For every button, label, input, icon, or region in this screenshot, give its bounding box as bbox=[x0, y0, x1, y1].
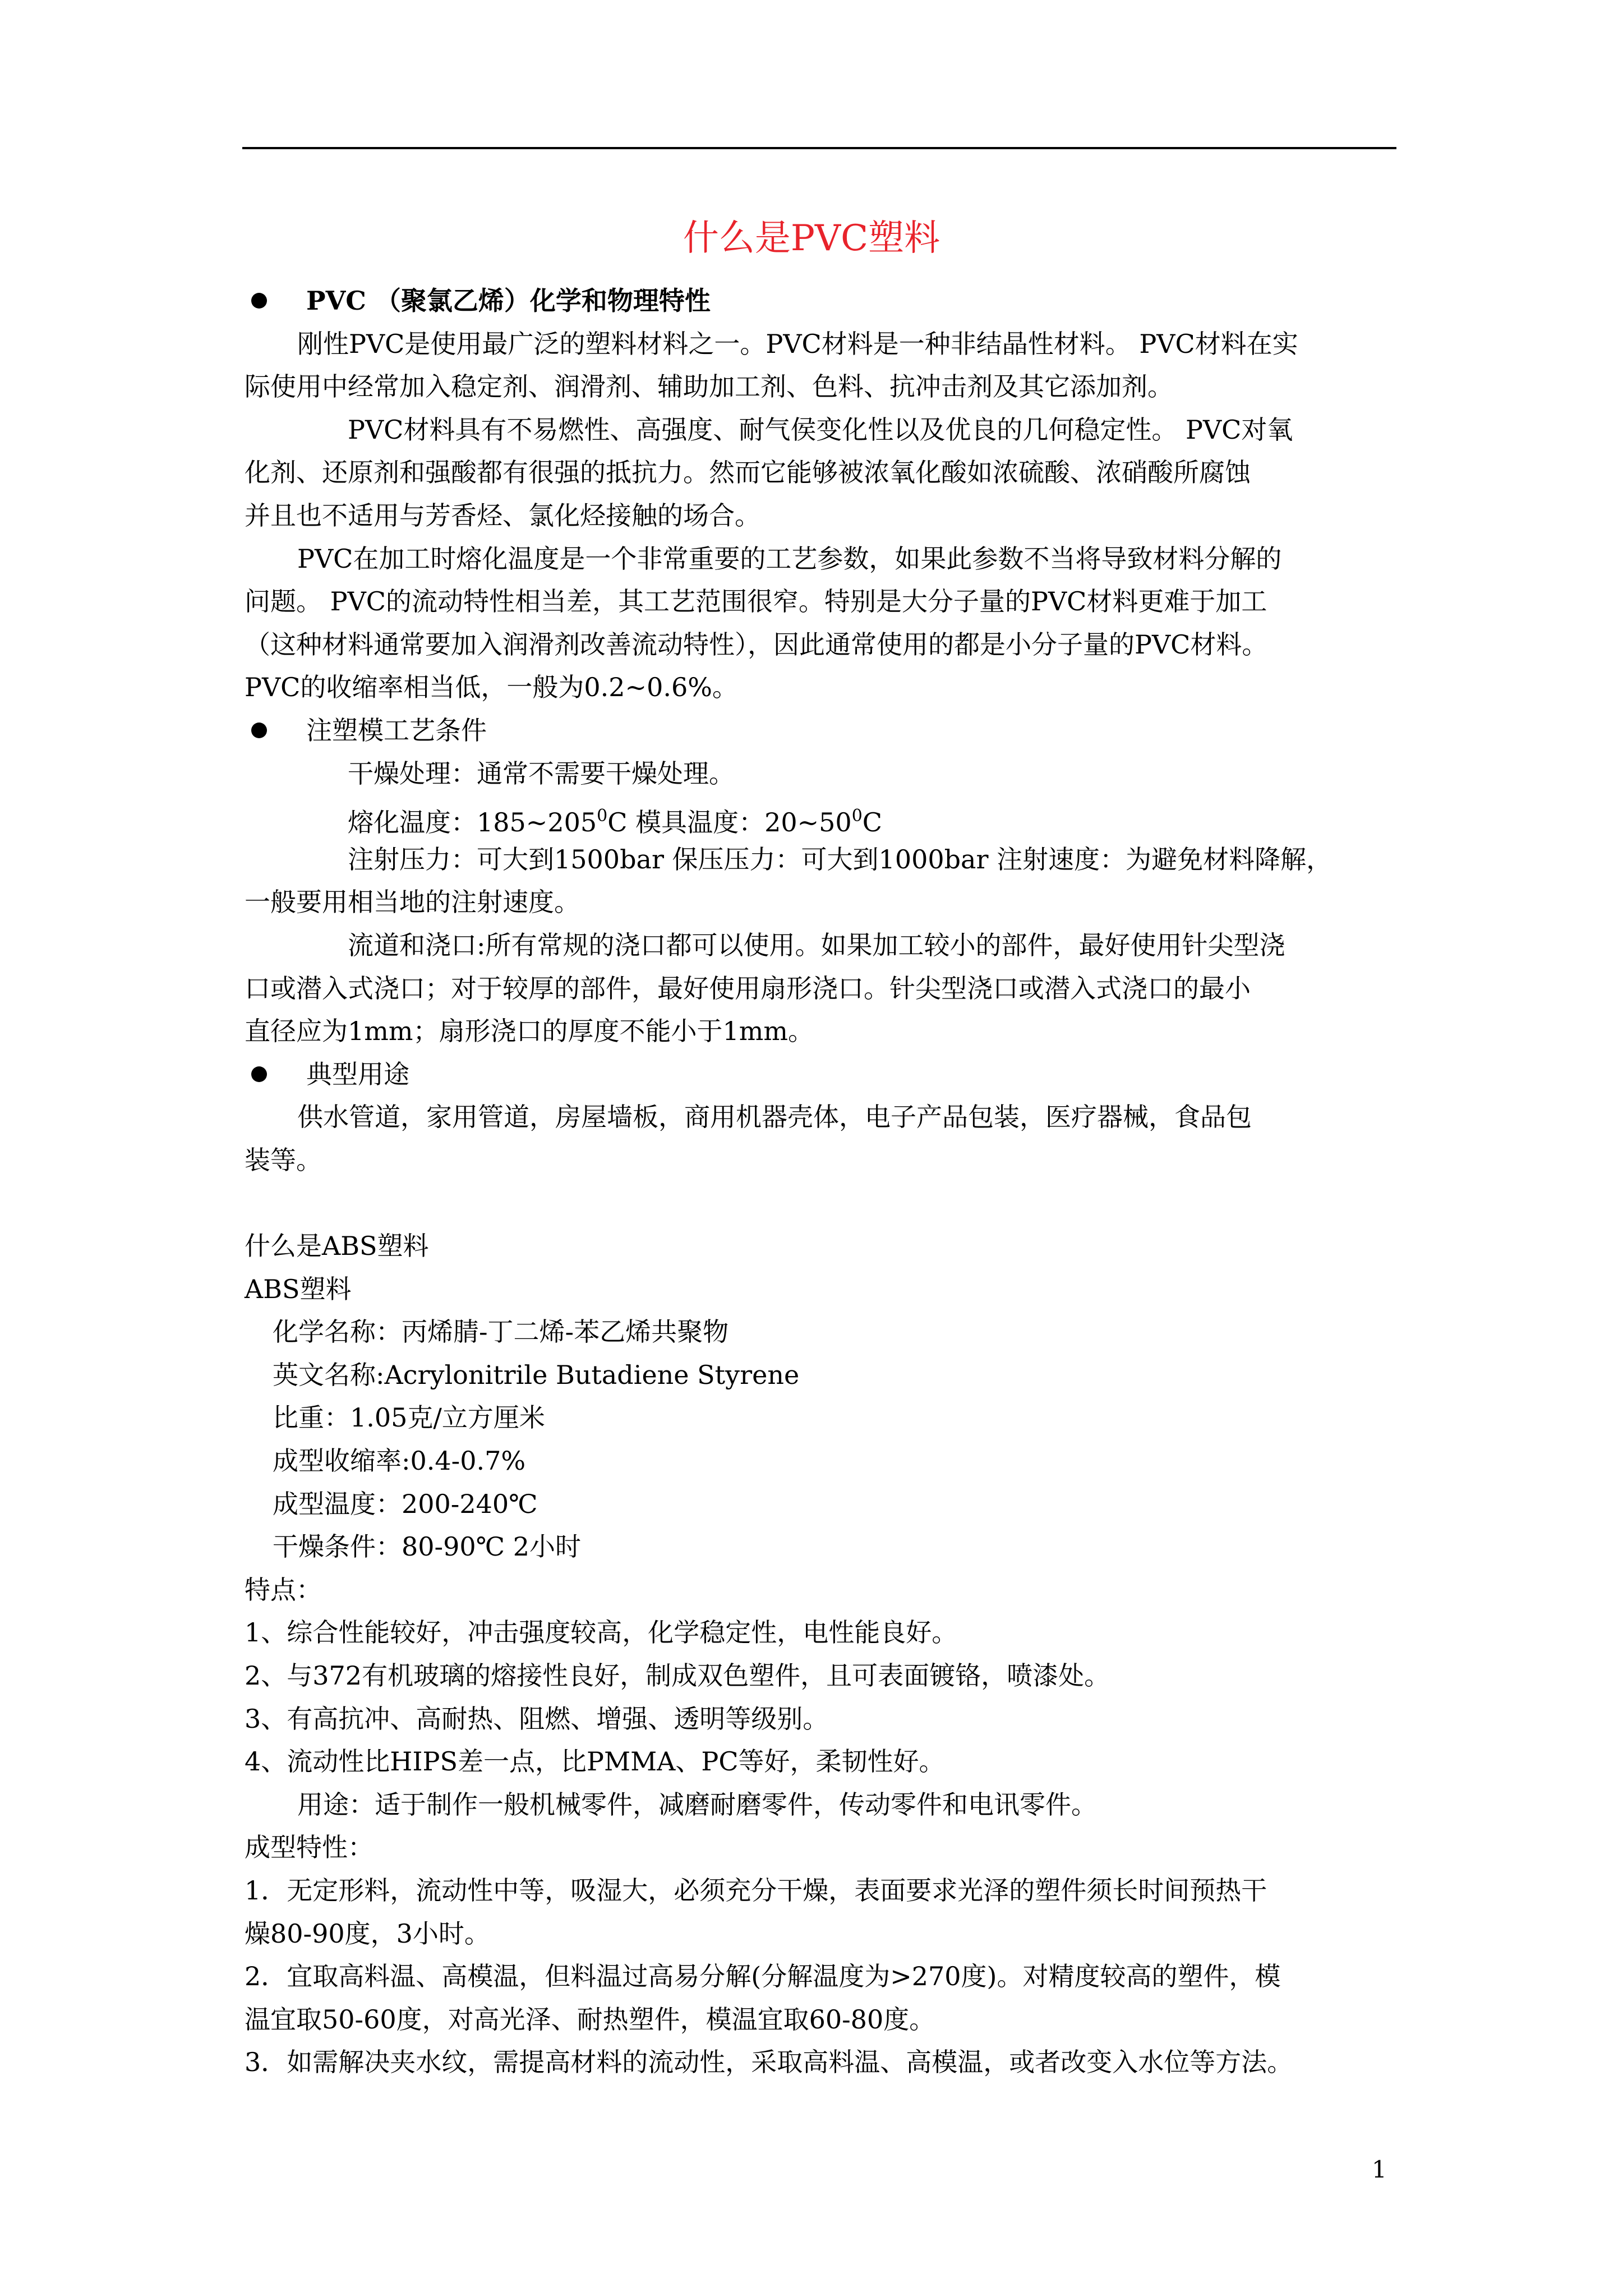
gate-line: 直径应为1mm；扇形浇口的厚度不能小于1mm。 bbox=[245, 1016, 814, 1047]
molding-item: 燥80-90度，3小时。 bbox=[245, 1918, 490, 1949]
paragraph-line: 化剂、还原剂和强酸都有很强的抵抗力。然而它能够被浓氧化酸如浓硫酸、浓硝酸所腐蚀 bbox=[245, 457, 1251, 488]
bullet-icon bbox=[251, 1066, 267, 1082]
paragraph-line: 刚性PVC是使用最广泛的塑料材料之一。PVC材料是一种非结晶性材料。 PVC材料在实 bbox=[297, 328, 1298, 359]
molding-item: 温宜取50-60度，对高光泽、耐热塑件，模温宜取60-80度。 bbox=[245, 2004, 935, 2035]
abs-title: 什么是ABS塑料 bbox=[245, 1231, 429, 1262]
document-title: 什么是PVC塑料 bbox=[683, 218, 940, 259]
injection-heading-row bbox=[245, 709, 1400, 752]
bullet-icon bbox=[251, 723, 267, 738]
pvc-heading: PVC （聚氯乙烯）化学和物理特性 bbox=[306, 286, 711, 316]
paragraph-line: PVC的收缩率相当低，一般为0.2~0.6%。 bbox=[245, 672, 738, 703]
feature-item: 4、流动性比HIPS差一点，比PMMA、PC等好，柔韧性好。 bbox=[245, 1746, 945, 1777]
abs-use: 用途：适于制作一般机械零件，减磨耐磨零件，传动零件和电讯零件。 bbox=[297, 1789, 1097, 1820]
document-body bbox=[245, 279, 1400, 2084]
usage-line: 装等。 bbox=[245, 1144, 322, 1175]
melt-temperature-line bbox=[245, 795, 1400, 838]
feature-item: 1、综合性能较好，冲击强度较高，化学稳定性，电性能良好。 bbox=[245, 1617, 958, 1648]
molding-item: 2．宜取高料温、高模温，但料温过高易分解(分解温度为>270度)。对精度较高的塑件，模 bbox=[245, 1961, 1281, 1992]
paragraph-line: PVC在加工时熔化温度是一个非常重要的工艺参数，如果此参数不当将导致材料分解的 bbox=[297, 543, 1282, 574]
molding-label: 成型特性： bbox=[245, 1832, 374, 1863]
injection-heading: 注塑模工艺条件 bbox=[306, 715, 487, 746]
abs-property: 比重：1.05克/立方厘米 bbox=[273, 1402, 545, 1433]
pvc-heading-row bbox=[245, 279, 1400, 323]
molding-item: 3．如需解决夹水纹，需提高材料的流动性，采取高料温、高模温，或者改变入水位等方法。 bbox=[245, 2047, 1293, 2078]
gate-line: 流道和浇口:所有常规的浇口都可以使用。如果加工较小的部件，最好使用针尖型浇 bbox=[348, 930, 1285, 960]
feature-item: 2、与372有机玻璃的熔接性良好，制成双色塑件，且可表面镀铬，喷漆处。 bbox=[245, 1660, 1110, 1691]
paragraph-line: 问题。 PVC的流动特性相当差，其工艺范围很窄。特别是大分子量的PVC材料更难于加工 bbox=[245, 586, 1267, 617]
blank-line bbox=[245, 1181, 1400, 1225]
gate-line: 口或潜入式浇口；对于较厚的部件，最好使用扇形浇口。针尖型浇口或潜入式浇口的最小 bbox=[245, 973, 1251, 1004]
usage-line: 供水管道，家用管道，房屋墙板，商用机器壳体，电子产品包装，医疗器械，食品包 bbox=[297, 1102, 1252, 1133]
abs-property: 化学名称：丙烯腈-丁二烯-苯乙烯共聚物 bbox=[273, 1317, 729, 1347]
usage-heading-row bbox=[245, 1053, 1400, 1096]
superscript: 0 bbox=[851, 806, 863, 826]
abs-property: 干燥条件：80-90℃ 2小时 bbox=[273, 1531, 581, 1562]
melt-temp-text: 熔化温度：185~205 bbox=[348, 807, 597, 838]
header-rule bbox=[242, 147, 1396, 149]
feature-item: 3、有高抗冲、高耐热、阻燃、增强、透明等级别。 bbox=[245, 1703, 829, 1734]
abs-property: 英文名称:Acrylonitrile Butadiene Styrene bbox=[273, 1359, 800, 1390]
usage-heading: 典型用途 bbox=[306, 1059, 409, 1089]
mold-temp-text: C 模具温度：20~50 bbox=[607, 807, 852, 838]
abs-property: 成型收缩率:0.4-0.7% bbox=[273, 1446, 526, 1476]
bullet-icon bbox=[251, 293, 267, 309]
pressure-line: 一般要用相当地的注射速度。 bbox=[245, 887, 580, 918]
features-label: 特点： bbox=[245, 1574, 322, 1605]
abs-property: 成型温度：200-240℃ bbox=[273, 1488, 538, 1519]
abs-subtitle: ABS塑料 bbox=[245, 1273, 352, 1304]
paragraph-line: 并且也不适用与芳香烃、氯化烃接触的场合。 bbox=[245, 500, 760, 531]
paragraph-line: 际使用中经常加入稳定剂、润滑剂、辅助加工剂、色料、抗冲击剂及其它添加剂。 bbox=[245, 371, 1173, 402]
molding-item: 1．无定形料，流动性中等，吸湿大，必须充分干燥，表面要求光泽的塑件须长时间预热干 bbox=[245, 1875, 1267, 1906]
drying-line: 干燥处理：通常不需要干燥处理。 bbox=[348, 758, 735, 789]
paragraph-line: （这种材料通常要加入润滑剂改善流动特性），因此通常使用的都是小分子量的PVC材料。 bbox=[245, 629, 1268, 660]
superscript: 0 bbox=[597, 806, 608, 826]
unit-text: C bbox=[862, 807, 882, 838]
page-number: 1 bbox=[1372, 2156, 1387, 2183]
paragraph-line: PVC材料具有不易燃性、高强度、耐气侯变化性以及优良的几何稳定性。 PVC对氧 bbox=[348, 414, 1293, 445]
pressure-line: 注射压力：可大到1500bar 保压压力：可大到1000bar 注射速度：为避免材料降解， bbox=[348, 844, 1332, 875]
